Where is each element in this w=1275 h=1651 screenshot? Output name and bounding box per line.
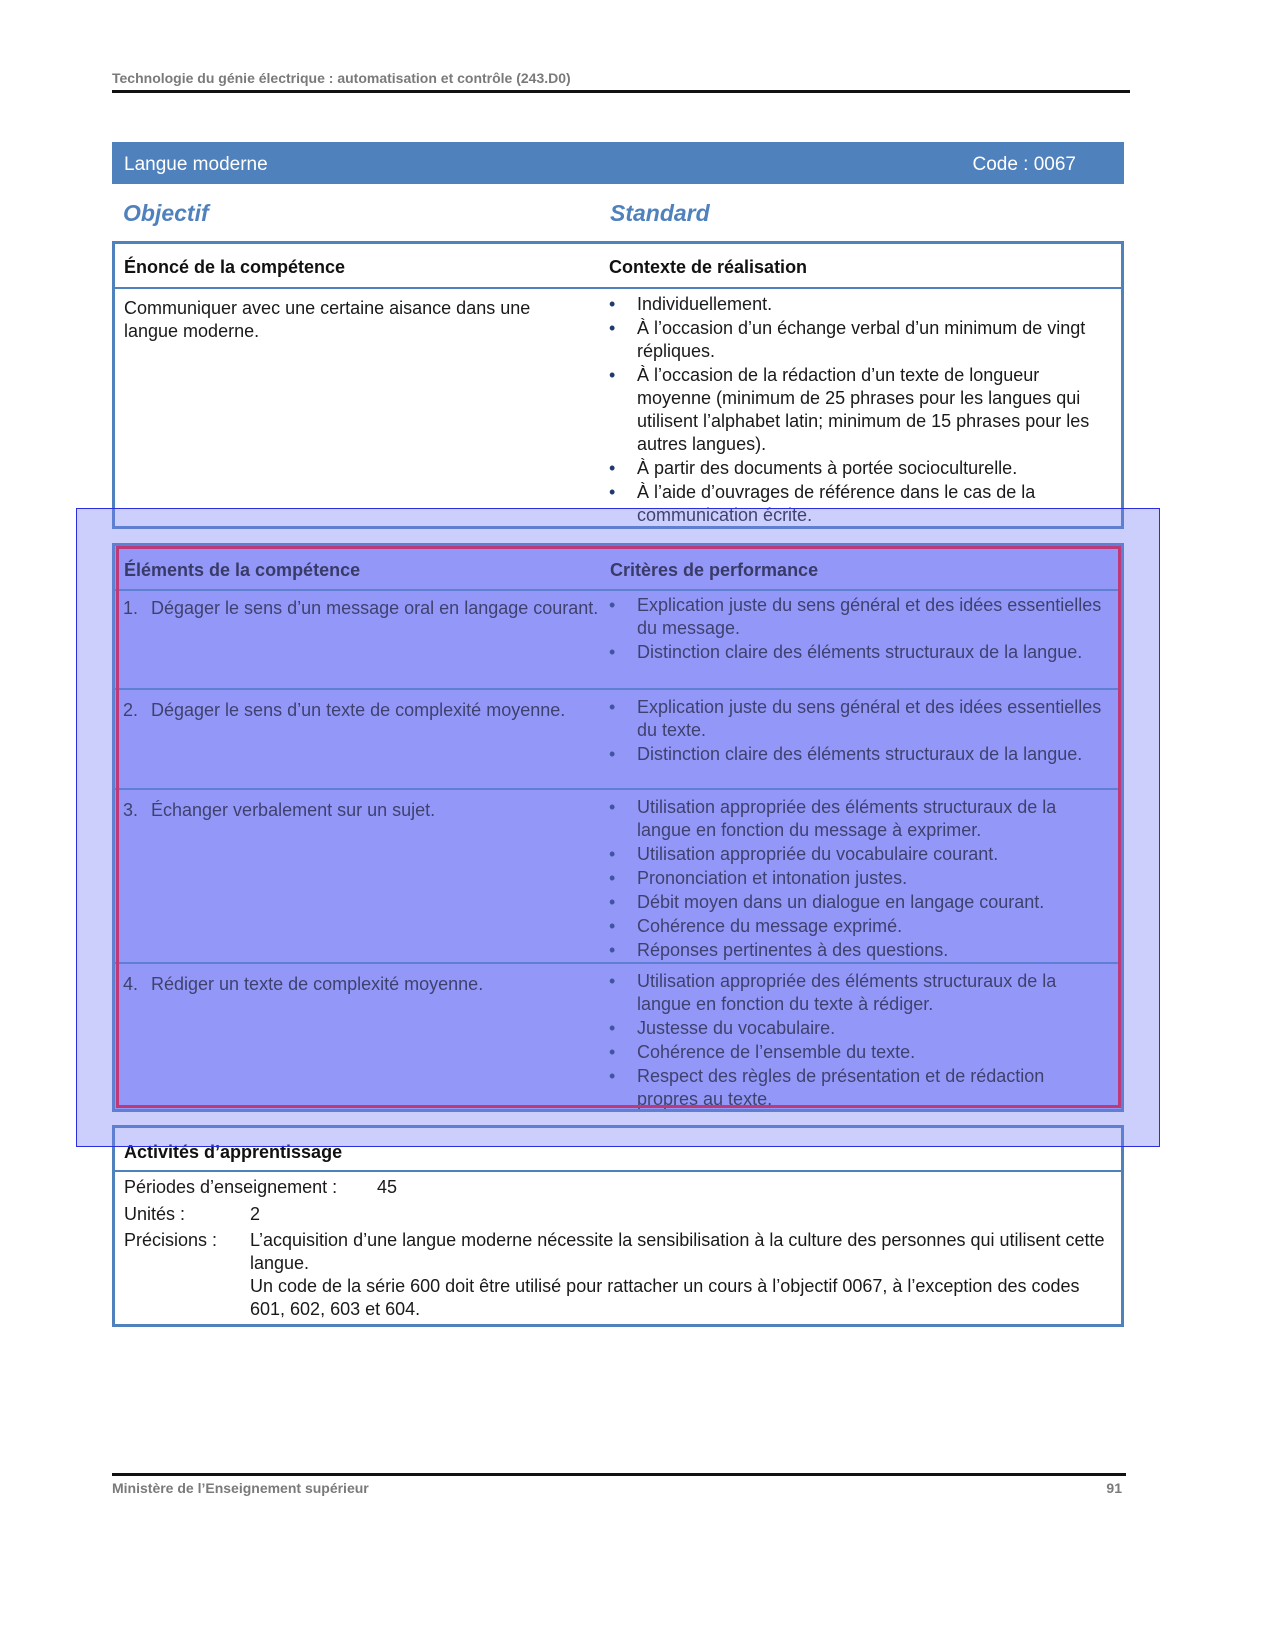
element-row-4 [115,962,1121,1111]
course-code: Code : 0067 [972,154,1076,175]
criteria-list [609,594,1109,665]
list-item: • À l’occasion de la rédaction d’un texte de longueur moyenne (minimum de 25 phrases pour les langues qui utilisent l’alphabet latin; minimum de 15 phrases pour les autres langues). [609,364,1099,456]
list-item: • Prononciation et intonation justes. [609,867,1109,890]
list-item: • Respect des règles de présentation et de rédaction propres au texte. [609,1065,1109,1111]
list-item: • Utilisation appropriée des éléments structuraux de la langue en fonction du message à exprimer. [609,796,1109,842]
element-text: Dégager le sens d’un texte de complexité moyenne. [151,700,566,720]
list-item: • Réponses pertinentes à des questions. [609,939,1109,962]
list-item: • Individuellement. [609,293,1099,316]
elements-heading: Éléments de la compétence [124,560,361,580]
list-item: • Utilisation appropriée du vocabulaire courant. [609,843,1109,866]
document-footer [112,1480,1122,1496]
list-item: • À l’aide d’ouvrages de référence dans le cas de la communication écrite. [609,481,1099,527]
elements-header-row [115,546,1121,591]
list-item: • Utilisation appropriée des éléments structuraux de la langue en fonction du texte à rédiger. [609,970,1109,1016]
criteria-heading: Critères de performance [610,560,819,580]
element-number: 4. [123,974,139,994]
list-item: • Cohérence de l’ensemble du texte. [609,1041,1109,1064]
element-number: 3. [123,800,139,820]
list-item: • À l’occasion d’un échange verbal d’un minimum de vingt répliques. [609,317,1099,363]
elements-box [112,543,1124,1112]
page-number: 91 [1106,1480,1122,1496]
course-name: Langue moderne [124,154,268,175]
unites-value: 2 [250,1204,261,1224]
list-item: • Justesse du vocabulaire. [609,1017,1109,1040]
list-item: • Distinction claire des éléments structuraux de la langue. [609,641,1109,664]
enonce-text: Communiquer avec une certaine aisance dans une langue moderne. [124,298,531,341]
enonce-heading: Énoncé de la compétence [124,257,346,277]
element-text: Dégager le sens d’un message oral en langage courant. [151,598,599,618]
element-text: Échanger verbalement sur un sujet. [151,800,436,820]
element-row-1 [115,588,1121,688]
element-text: Rédiger un texte de complexité moyenne. [151,974,484,994]
activities-heading: Activités d’apprentissage [124,1142,343,1162]
competence-header-row [115,244,1121,289]
periodes-value: 45 [377,1177,398,1197]
contexte-list [609,293,1099,528]
element-row-3 [115,788,1121,964]
list-item: • Explication juste du sens général et des idées essentielles du texte. [609,696,1109,742]
footer-ministry: Ministère de l’Enseignement supérieur [112,1480,369,1496]
header-rule [112,90,1130,93]
list-item: • Débit moyen dans un dialogue en langage courant. [609,891,1109,914]
list-item: • À partir des documents à portée socioculturelle. [609,457,1099,480]
precision-2: Un code de la série 600 doit être utilisé pour rattacher un cours à l’objectif 0067, à l’exception des codes 601, 602, 603 et 604. [250,1276,1080,1319]
element-number: 1. [123,598,139,618]
activities-header-row [115,1128,1121,1172]
objectif-label: Objectif [123,200,209,226]
footer-rule [112,1473,1126,1476]
criteria-list [609,696,1109,767]
contexte-heading: Contexte de réalisation [609,257,808,277]
list-item: • Explication juste du sens général et des idées essentielles du message. [609,594,1109,640]
precisions-label: Précisions : [124,1230,218,1250]
unites-label: Unités : [124,1204,186,1224]
criteria-list [609,970,1109,1112]
competence-box [112,241,1124,529]
element-number: 2. [123,700,139,720]
list-item: • Distinction claire des éléments structuraux de la langue. [609,743,1109,766]
criteria-list [609,796,1109,963]
element-row-2 [115,688,1121,790]
standard-label: Standard [610,200,710,226]
document-header: Technologie du génie électrique : automatisation et contrôle (243.D0) [112,70,571,86]
title-bar [112,142,1124,184]
precision-1: L’acquisition d’une langue moderne nécessite la sensibilisation à la culture des personnes qui utilisent cette langue. [250,1230,1105,1273]
activities-box [112,1125,1124,1327]
list-item: • Cohérence du message exprimé. [609,915,1109,938]
periodes-label: Périodes d’enseignement : [124,1177,338,1197]
